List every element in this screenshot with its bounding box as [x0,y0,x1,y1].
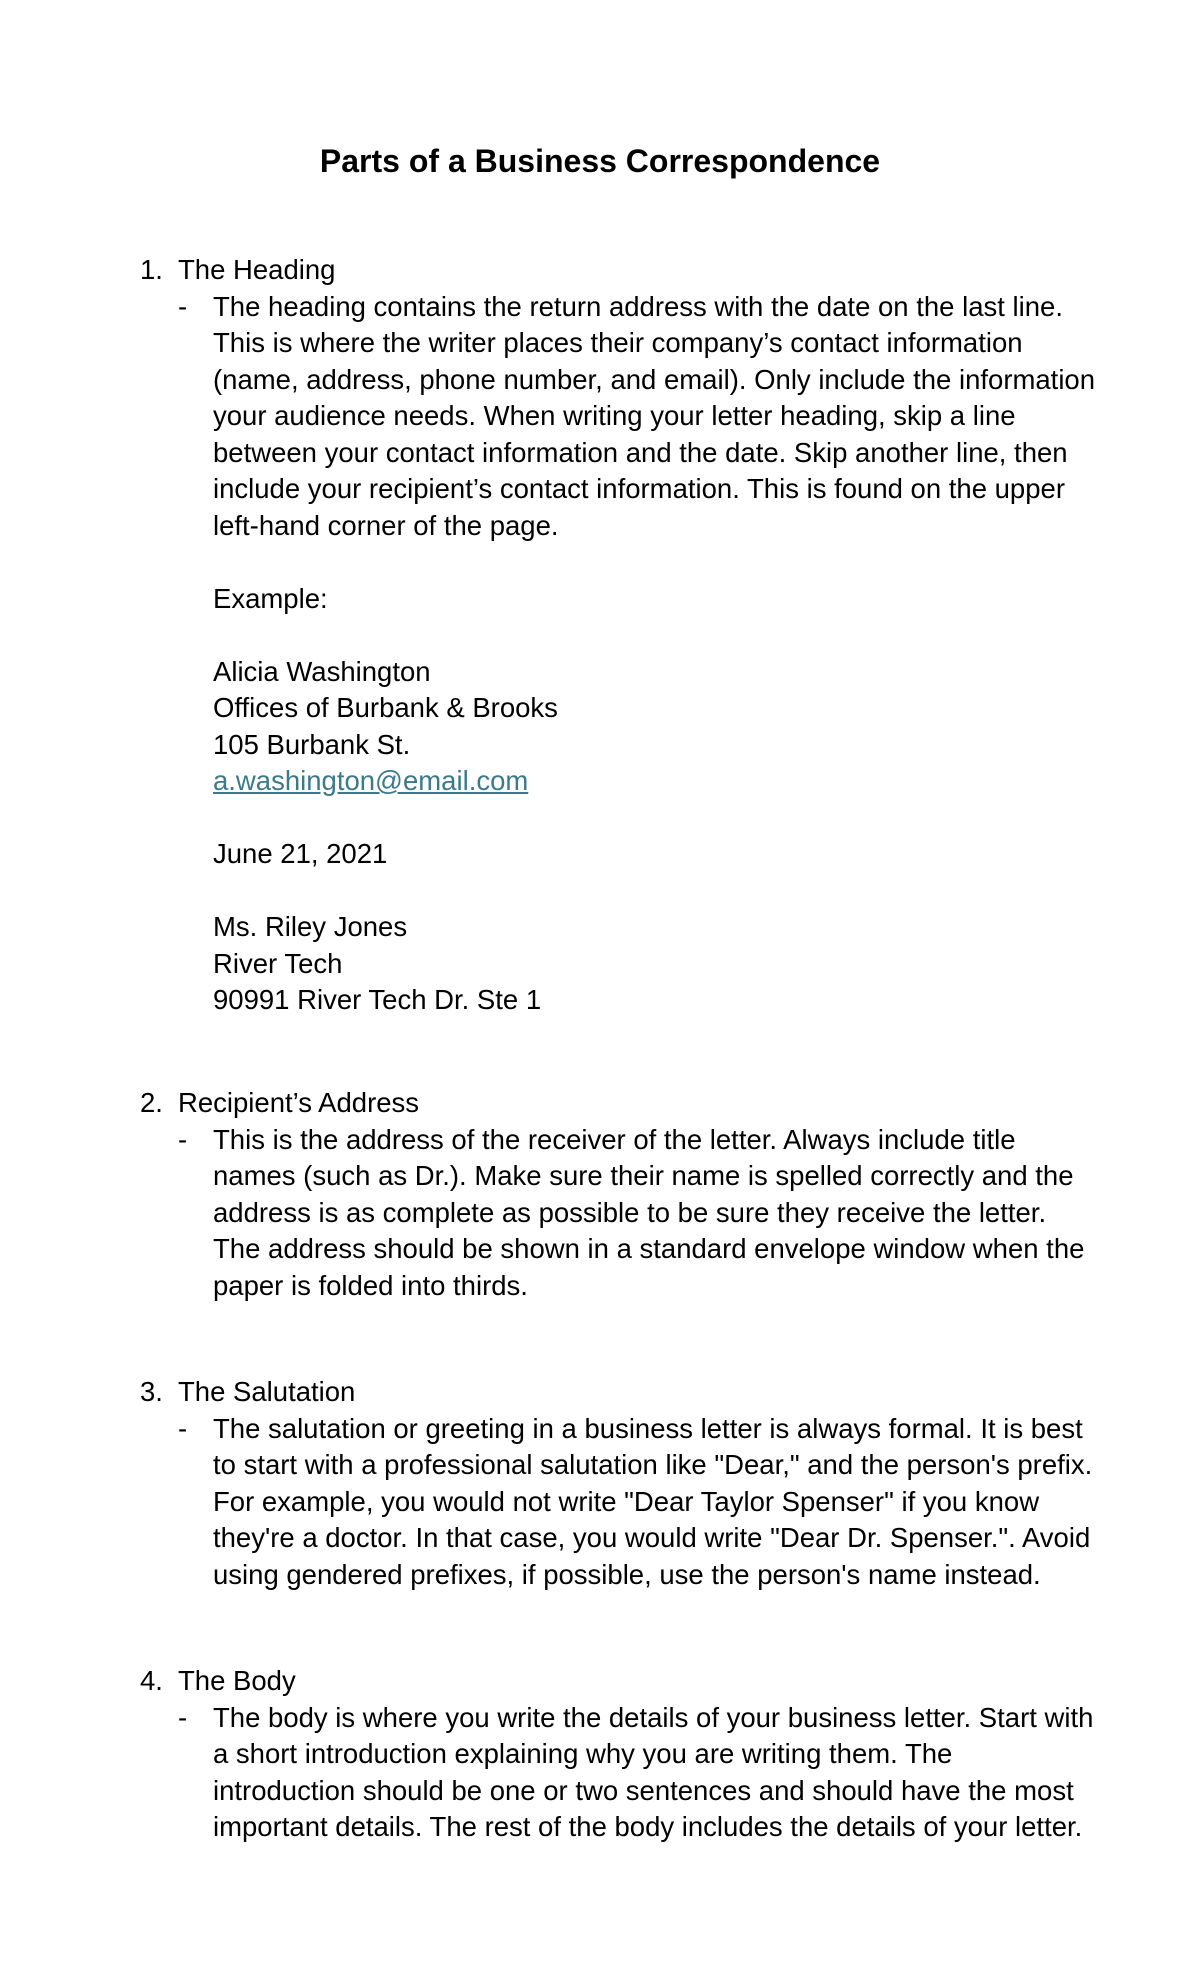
section-title: The Salutation [178,1376,356,1407]
section-number: 3. [140,1376,163,1407]
section-number: 2. [140,1087,163,1118]
sender-street: 105 Burbank St. [213,728,411,760]
dash-bullet: - [178,290,188,322]
sender-name: Alicia Washington [213,655,431,687]
section-title: Recipient’s Address [178,1087,420,1118]
sender-email-link[interactable]: a.washington@email.com [213,765,529,796]
recipient-name: Ms. Riley Jones [213,911,408,942]
dash-bullet: - [178,1123,188,1155]
letter-date: June 21, 2021 [213,838,388,869]
section-number: 1. [140,254,163,285]
bullet-item [140,289,1100,1019]
section-description: The heading contains the return address with the date on the last line. This is where the writer places their company’s contact information (name, address, phone number, and email). Only include the information your audience needs. When writing your letter heading, skip a line between your contact information and the date. Skip another line, then include your recipient’s contact information. This is found on the upper left-hand corner of the page. [213,290,1096,541]
dash-bullet: - [178,1701,188,1733]
section-the-heading [140,252,1100,1019]
section-header [140,1663,1100,1700]
section-description: The salutation or greeting in a business letter is always formal. It is best to start with a professional salutation like "Dear," and the person's prefix. For example, you would not write "Dear Taylor Spenser" if you know they're a doctor. In that case, you would write "Dear Dr. Spenser.". Avoid using gendered prefixes, if possible, use the person's name instead. [213,1412,1093,1590]
section-number: 4. [140,1665,163,1696]
bullet-content [213,1122,1100,1305]
section-the-body [140,1663,1100,1846]
example-label: Example: [213,582,328,614]
bullet-item [140,1700,1100,1846]
section-header [140,1374,1100,1411]
bullet-content [213,1411,1100,1594]
sender-address-block [213,654,1100,800]
recipient-company: River Tech [213,947,343,979]
bullet-item [140,1122,1100,1305]
section-header [140,252,1100,289]
section-the-salutation [140,1374,1100,1593]
section-description: This is the address of the receiver of the letter. Always include title names (such as Dr.). Make sure their name is spelled correctly and the address is as complete as possible to be sure they receive the letter. The address should be shown in a standard envelope window when the paper is folded into thirds. [213,1123,1085,1301]
section-description: The body is where you write the details of your business letter. Start with a short introduction explaining why you are writing them. The introduction should be one or two sentences and should have the most important details. The rest of the body includes the details of your letter. [213,1701,1094,1842]
recipient-address-block [213,909,1100,1019]
bullet-item [140,1411,1100,1594]
section-recipients-address [140,1085,1100,1304]
section-header [140,1085,1100,1122]
section-title: The Body [178,1665,296,1696]
dash-bullet: - [178,1412,188,1444]
bullet-content [213,1700,1100,1846]
document-title: Parts of a Business Correspondence [319,143,881,179]
sender-office: Offices of Burbank & Brooks [213,692,558,723]
bullet-content [213,289,1100,1019]
recipient-street: 90991 River Tech Dr. Ste 1 [213,984,542,1015]
section-title: The Heading [178,254,336,285]
